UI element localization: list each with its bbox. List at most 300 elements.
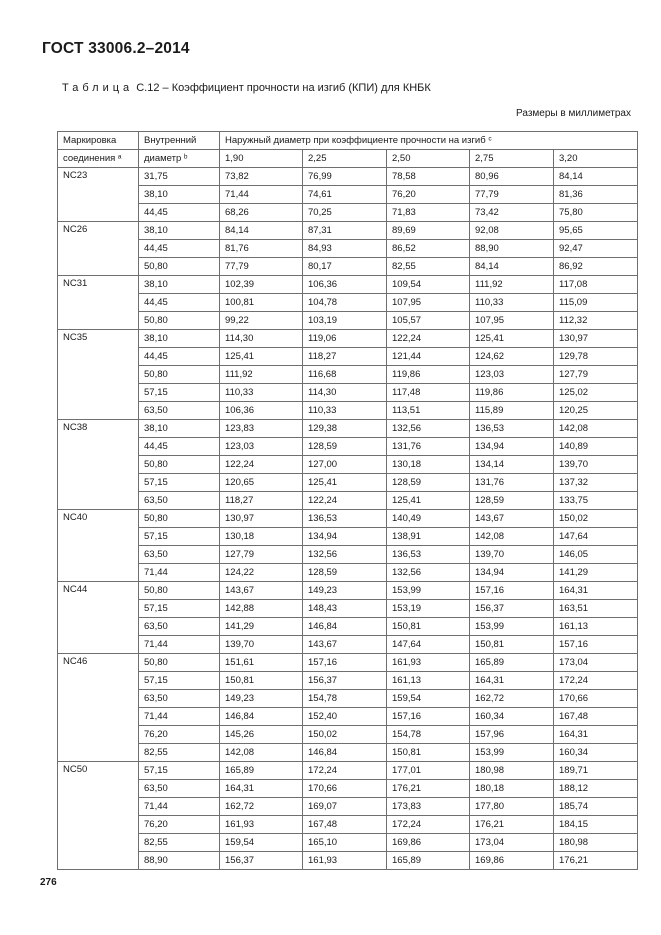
outer-diameter-cell: 115,09 — [554, 294, 638, 312]
outer-diameter-cell: 151,61 — [220, 654, 303, 672]
inner-diameter-cell: 44,45 — [139, 348, 220, 366]
outer-diameter-cell: 149,23 — [303, 582, 387, 600]
table-row — [58, 240, 638, 258]
outer-diameter-cell: 142,08 — [554, 420, 638, 438]
outer-diameter-cell: 169,07 — [303, 798, 387, 816]
outer-diameter-cell: 111,92 — [220, 366, 303, 384]
outer-diameter-cell: 157,16 — [387, 708, 470, 726]
units-note: Размеры в миллиметрах — [516, 108, 631, 119]
table-row — [58, 438, 638, 456]
outer-diameter-cell: 128,59 — [387, 474, 470, 492]
table-row — [58, 816, 638, 834]
page-number: 276 — [40, 877, 57, 888]
outer-diameter-cell: 78,58 — [387, 168, 470, 186]
outer-diameter-cell: 113,51 — [387, 402, 470, 420]
outer-diameter-cell: 159,54 — [220, 834, 303, 852]
inner-diameter-cell: 82,55 — [139, 744, 220, 762]
inner-diameter-cell: 50,80 — [139, 258, 220, 276]
connection-label: NC23 — [58, 168, 139, 222]
outer-diameter-cell: 164,31 — [220, 780, 303, 798]
outer-diameter-cell: 110,33 — [220, 384, 303, 402]
outer-diameter-cell: 154,78 — [303, 690, 387, 708]
outer-diameter-cell: 140,49 — [387, 510, 470, 528]
outer-diameter-cell: 132,56 — [387, 420, 470, 438]
outer-diameter-cell: 129,38 — [303, 420, 387, 438]
outer-diameter-cell: 177,80 — [470, 798, 554, 816]
outer-diameter-cell: 162,72 — [470, 690, 554, 708]
outer-diameter-cell: 150,81 — [387, 744, 470, 762]
table-row — [58, 852, 638, 870]
outer-diameter-cell: 125,41 — [303, 474, 387, 492]
table-row — [58, 834, 638, 852]
outer-diameter-cell: 86,92 — [554, 258, 638, 276]
outer-diameter-cell: 88,90 — [470, 240, 554, 258]
outer-diameter-cell: 114,30 — [303, 384, 387, 402]
inner-diameter-cell: 71,44 — [139, 798, 220, 816]
inner-diameter-cell: 50,80 — [139, 654, 220, 672]
outer-diameter-cell: 70,25 — [303, 204, 387, 222]
outer-diameter-cell: 80,96 — [470, 168, 554, 186]
table-row — [58, 330, 638, 348]
outer-diameter-cell: 147,64 — [554, 528, 638, 546]
outer-diameter-cell: 80,17 — [303, 258, 387, 276]
outer-diameter-cell: 77,79 — [470, 186, 554, 204]
outer-diameter-cell: 84,93 — [303, 240, 387, 258]
outer-diameter-cell: 118,27 — [220, 492, 303, 510]
outer-diameter-cell: 164,31 — [554, 726, 638, 744]
outer-diameter-cell: 131,76 — [470, 474, 554, 492]
table-row — [58, 726, 638, 744]
outer-diameter-cell: 124,22 — [220, 564, 303, 582]
header-bsr-value: 2,50 — [387, 150, 470, 168]
header-bsr-value: 3,20 — [554, 150, 638, 168]
outer-diameter-cell: 119,86 — [387, 366, 470, 384]
inner-diameter-cell: 38,10 — [139, 186, 220, 204]
outer-diameter-cell: 157,96 — [470, 726, 554, 744]
outer-diameter-cell: 84,14 — [220, 222, 303, 240]
outer-diameter-cell: 114,30 — [220, 330, 303, 348]
table-caption-label: Таблица — [62, 82, 134, 94]
outer-diameter-cell: 76,20 — [387, 186, 470, 204]
inner-diameter-cell: 44,45 — [139, 240, 220, 258]
table-row — [58, 546, 638, 564]
outer-diameter-cell: 177,01 — [387, 762, 470, 780]
table-row — [58, 204, 638, 222]
outer-diameter-cell: 157,16 — [470, 582, 554, 600]
outer-diameter-cell: 82,55 — [387, 258, 470, 276]
outer-diameter-cell: 111,92 — [470, 276, 554, 294]
outer-diameter-cell: 134,94 — [303, 528, 387, 546]
connection-label: NC35 — [58, 330, 139, 420]
table-caption — [62, 82, 431, 94]
table-row — [58, 690, 638, 708]
table-row — [58, 186, 638, 204]
outer-diameter-cell: 99,22 — [220, 312, 303, 330]
inner-diameter-cell: 63,50 — [139, 402, 220, 420]
table-row — [58, 492, 638, 510]
outer-diameter-cell: 143,67 — [220, 582, 303, 600]
outer-diameter-cell: 157,16 — [303, 654, 387, 672]
outer-diameter-cell: 188,12 — [554, 780, 638, 798]
outer-diameter-cell: 132,56 — [387, 564, 470, 582]
outer-diameter-cell: 119,86 — [470, 384, 554, 402]
outer-diameter-cell: 121,44 — [387, 348, 470, 366]
connection-label: NC38 — [58, 420, 139, 510]
outer-diameter-cell: 122,24 — [387, 330, 470, 348]
outer-diameter-cell: 128,59 — [303, 438, 387, 456]
outer-diameter-cell: 146,05 — [554, 546, 638, 564]
inner-diameter-cell: 63,50 — [139, 546, 220, 564]
outer-diameter-cell: 117,08 — [554, 276, 638, 294]
inner-diameter-cell: 76,20 — [139, 816, 220, 834]
table-row — [58, 258, 638, 276]
outer-diameter-cell: 130,18 — [387, 456, 470, 474]
table-row — [58, 600, 638, 618]
table-row — [58, 510, 638, 528]
table-row — [58, 798, 638, 816]
inner-diameter-cell: 57,15 — [139, 762, 220, 780]
inner-diameter-cell: 50,80 — [139, 456, 220, 474]
outer-diameter-cell: 106,36 — [220, 402, 303, 420]
outer-diameter-cell: 172,24 — [303, 762, 387, 780]
outer-diameter-cell: 104,78 — [303, 294, 387, 312]
connection-label: NC26 — [58, 222, 139, 276]
header-connection-line2: соединения ᵃ — [58, 150, 139, 168]
inner-diameter-cell: 71,44 — [139, 636, 220, 654]
outer-diameter-cell: 156,37 — [470, 600, 554, 618]
outer-diameter-cell: 118,27 — [303, 348, 387, 366]
table-row — [58, 384, 638, 402]
outer-diameter-cell: 160,34 — [470, 708, 554, 726]
inner-diameter-cell: 38,10 — [139, 420, 220, 438]
outer-diameter-cell: 84,14 — [554, 168, 638, 186]
outer-diameter-cell: 161,13 — [554, 618, 638, 636]
outer-diameter-cell: 116,68 — [303, 366, 387, 384]
outer-diameter-cell: 165,10 — [303, 834, 387, 852]
table-row — [58, 672, 638, 690]
inner-diameter-cell: 63,50 — [139, 618, 220, 636]
outer-diameter-cell: 124,62 — [470, 348, 554, 366]
outer-diameter-cell: 86,52 — [387, 240, 470, 258]
outer-diameter-cell: 167,48 — [303, 816, 387, 834]
table-row — [58, 348, 638, 366]
outer-diameter-cell: 153,19 — [387, 600, 470, 618]
outer-diameter-cell: 142,08 — [470, 528, 554, 546]
outer-diameter-cell: 161,93 — [303, 852, 387, 870]
header-bsr-value: 2,75 — [470, 150, 554, 168]
outer-diameter-cell: 102,39 — [220, 276, 303, 294]
outer-diameter-cell: 172,24 — [554, 672, 638, 690]
outer-diameter-cell: 170,66 — [554, 690, 638, 708]
outer-diameter-cell: 149,23 — [220, 690, 303, 708]
inner-diameter-cell: 44,45 — [139, 438, 220, 456]
outer-diameter-cell: 125,41 — [387, 492, 470, 510]
table-row — [58, 294, 638, 312]
inner-diameter-cell: 38,10 — [139, 276, 220, 294]
outer-diameter-cell: 156,37 — [303, 672, 387, 690]
table-row — [58, 618, 638, 636]
outer-diameter-cell: 120,65 — [220, 474, 303, 492]
outer-diameter-cell: 119,06 — [303, 330, 387, 348]
outer-diameter-cell: 76,99 — [303, 168, 387, 186]
outer-diameter-cell: 167,48 — [554, 708, 638, 726]
inner-diameter-cell: 31,75 — [139, 168, 220, 186]
outer-diameter-cell: 81,36 — [554, 186, 638, 204]
outer-diameter-cell: 133,75 — [554, 492, 638, 510]
outer-diameter-cell: 173,04 — [470, 834, 554, 852]
outer-diameter-cell: 150,81 — [470, 636, 554, 654]
outer-diameter-cell: 136,53 — [387, 546, 470, 564]
outer-diameter-cell: 184,15 — [554, 816, 638, 834]
outer-diameter-cell: 127,79 — [554, 366, 638, 384]
outer-diameter-cell: 150,81 — [387, 618, 470, 636]
inner-diameter-cell: 57,15 — [139, 600, 220, 618]
header-row-2 — [58, 150, 638, 168]
outer-diameter-cell: 123,03 — [220, 438, 303, 456]
inner-diameter-cell: 38,10 — [139, 222, 220, 240]
outer-diameter-cell: 73,82 — [220, 168, 303, 186]
table-row — [58, 582, 638, 600]
outer-diameter-cell: 77,79 — [220, 258, 303, 276]
table-row — [58, 744, 638, 762]
inner-diameter-cell: 50,80 — [139, 582, 220, 600]
outer-diameter-cell: 130,18 — [220, 528, 303, 546]
outer-diameter-cell: 143,67 — [303, 636, 387, 654]
outer-diameter-cell: 87,31 — [303, 222, 387, 240]
outer-diameter-cell: 180,98 — [554, 834, 638, 852]
outer-diameter-cell: 148,43 — [303, 600, 387, 618]
inner-diameter-cell: 82,55 — [139, 834, 220, 852]
outer-diameter-cell: 160,34 — [554, 744, 638, 762]
outer-diameter-cell: 145,26 — [220, 726, 303, 744]
outer-diameter-cell: 142,08 — [220, 744, 303, 762]
outer-diameter-cell: 141,29 — [554, 564, 638, 582]
outer-diameter-cell: 139,70 — [470, 546, 554, 564]
header-row-1 — [58, 132, 638, 150]
table-row — [58, 636, 638, 654]
outer-diameter-cell: 123,83 — [220, 420, 303, 438]
table-head — [58, 132, 638, 168]
outer-diameter-cell: 143,67 — [470, 510, 554, 528]
table-row — [58, 780, 638, 798]
outer-diameter-cell: 176,21 — [470, 816, 554, 834]
outer-diameter-cell: 147,64 — [387, 636, 470, 654]
outer-diameter-cell: 138,91 — [387, 528, 470, 546]
outer-diameter-cell: 112,32 — [554, 312, 638, 330]
outer-diameter-cell: 73,42 — [470, 204, 554, 222]
outer-diameter-cell: 100,81 — [220, 294, 303, 312]
outer-diameter-cell: 130,97 — [554, 330, 638, 348]
outer-diameter-cell: 159,54 — [387, 690, 470, 708]
outer-diameter-cell: 150,02 — [554, 510, 638, 528]
outer-diameter-cell: 173,04 — [554, 654, 638, 672]
outer-diameter-cell: 172,24 — [387, 816, 470, 834]
table-row — [58, 366, 638, 384]
outer-diameter-cell: 110,33 — [303, 402, 387, 420]
header-connection-line1: Маркировка — [58, 132, 139, 150]
connection-label: NC50 — [58, 762, 139, 870]
outer-diameter-cell: 127,00 — [303, 456, 387, 474]
outer-diameter-cell: 163,51 — [554, 600, 638, 618]
outer-diameter-cell: 146,84 — [303, 744, 387, 762]
outer-diameter-cell: 164,31 — [470, 672, 554, 690]
outer-diameter-cell: 71,44 — [220, 186, 303, 204]
table-row — [58, 564, 638, 582]
inner-diameter-cell: 44,45 — [139, 294, 220, 312]
inner-diameter-cell: 71,44 — [139, 564, 220, 582]
header-outer-diameter: Наружный диаметр при коэффициенте прочности на изгиб ᶜ — [220, 132, 638, 150]
outer-diameter-cell: 115,89 — [470, 402, 554, 420]
outer-diameter-cell: 161,93 — [220, 816, 303, 834]
outer-diameter-cell: 139,70 — [554, 456, 638, 474]
inner-diameter-cell: 57,15 — [139, 384, 220, 402]
outer-diameter-cell: 136,53 — [470, 420, 554, 438]
outer-diameter-cell: 132,56 — [303, 546, 387, 564]
outer-diameter-cell: 152,40 — [303, 708, 387, 726]
inner-diameter-cell: 63,50 — [139, 690, 220, 708]
table-row — [58, 708, 638, 726]
outer-diameter-cell: 74,61 — [303, 186, 387, 204]
outer-diameter-cell: 176,21 — [387, 780, 470, 798]
bsr-table — [57, 131, 638, 870]
connection-label: NC46 — [58, 654, 139, 762]
outer-diameter-cell: 173,83 — [387, 798, 470, 816]
inner-diameter-cell: 71,44 — [139, 708, 220, 726]
outer-diameter-cell: 105,57 — [387, 312, 470, 330]
table-row — [58, 168, 638, 186]
outer-diameter-cell: 146,84 — [220, 708, 303, 726]
outer-diameter-cell: 146,84 — [303, 618, 387, 636]
table-caption-number: С.12 — [136, 82, 160, 94]
table-row — [58, 402, 638, 420]
header-bsr-value: 1,90 — [220, 150, 303, 168]
outer-diameter-cell: 92,47 — [554, 240, 638, 258]
outer-diameter-cell: 165,89 — [387, 852, 470, 870]
table-row — [58, 528, 638, 546]
header-bsr-value: 2,25 — [303, 150, 387, 168]
outer-diameter-cell: 157,16 — [554, 636, 638, 654]
outer-diameter-cell: 106,36 — [303, 276, 387, 294]
outer-diameter-cell: 128,59 — [470, 492, 554, 510]
outer-diameter-cell: 169,86 — [387, 834, 470, 852]
inner-diameter-cell: 63,50 — [139, 492, 220, 510]
outer-diameter-cell: 180,98 — [470, 762, 554, 780]
outer-diameter-cell: 84,14 — [470, 258, 554, 276]
outer-diameter-cell: 129,78 — [554, 348, 638, 366]
outer-diameter-cell: 137,32 — [554, 474, 638, 492]
outer-diameter-cell: 107,95 — [470, 312, 554, 330]
connection-label: NC31 — [58, 276, 139, 330]
table-row — [58, 474, 638, 492]
outer-diameter-cell: 110,33 — [470, 294, 554, 312]
outer-diameter-cell: 109,54 — [387, 276, 470, 294]
outer-diameter-cell: 161,13 — [387, 672, 470, 690]
outer-diameter-cell: 71,83 — [387, 204, 470, 222]
header-inner-diameter-line1: Внутренний — [139, 132, 220, 150]
inner-diameter-cell: 50,80 — [139, 510, 220, 528]
table-row — [58, 456, 638, 474]
outer-diameter-cell: 125,02 — [554, 384, 638, 402]
outer-diameter-cell: 164,31 — [554, 582, 638, 600]
inner-diameter-cell: 76,20 — [139, 726, 220, 744]
outer-diameter-cell: 131,76 — [387, 438, 470, 456]
connection-label: NC44 — [58, 582, 139, 654]
outer-diameter-cell: 95,65 — [554, 222, 638, 240]
outer-diameter-cell: 150,81 — [220, 672, 303, 690]
outer-diameter-cell: 89,69 — [387, 222, 470, 240]
outer-diameter-cell: 122,24 — [220, 456, 303, 474]
outer-diameter-cell: 117,48 — [387, 384, 470, 402]
outer-diameter-cell: 103,19 — [303, 312, 387, 330]
header-inner-diameter-line2: диаметр ᵇ — [139, 150, 220, 168]
inner-diameter-cell: 57,15 — [139, 474, 220, 492]
outer-diameter-cell: 180,18 — [470, 780, 554, 798]
outer-diameter-cell: 75,80 — [554, 204, 638, 222]
outer-diameter-cell: 162,72 — [220, 798, 303, 816]
inner-diameter-cell: 38,10 — [139, 330, 220, 348]
outer-diameter-cell: 122,24 — [303, 492, 387, 510]
outer-diameter-cell: 176,21 — [554, 852, 638, 870]
inner-diameter-cell: 57,15 — [139, 528, 220, 546]
outer-diameter-cell: 120,25 — [554, 402, 638, 420]
table-row — [58, 420, 638, 438]
outer-diameter-cell: 136,53 — [303, 510, 387, 528]
outer-diameter-cell: 134,94 — [470, 438, 554, 456]
outer-diameter-cell: 141,29 — [220, 618, 303, 636]
outer-diameter-cell: 134,14 — [470, 456, 554, 474]
table-body — [58, 168, 638, 870]
outer-diameter-cell: 125,41 — [470, 330, 554, 348]
table-caption-title: – Коэффициент прочности на изгиб (КПИ) для КНБК — [162, 82, 431, 94]
outer-diameter-cell: 68,26 — [220, 204, 303, 222]
outer-diameter-cell: 150,02 — [303, 726, 387, 744]
table-row — [58, 222, 638, 240]
inner-diameter-cell: 88,90 — [139, 852, 220, 870]
outer-diameter-cell: 92,08 — [470, 222, 554, 240]
inner-diameter-cell: 44,45 — [139, 204, 220, 222]
outer-diameter-cell: 165,89 — [220, 762, 303, 780]
connection-label: NC40 — [58, 510, 139, 582]
outer-diameter-cell: 185,74 — [554, 798, 638, 816]
table-row — [58, 312, 638, 330]
table-row — [58, 276, 638, 294]
outer-diameter-cell: 81,76 — [220, 240, 303, 258]
inner-diameter-cell: 50,80 — [139, 366, 220, 384]
outer-diameter-cell: 130,97 — [220, 510, 303, 528]
table-row — [58, 762, 638, 780]
outer-diameter-cell: 128,59 — [303, 564, 387, 582]
table-row — [58, 654, 638, 672]
outer-diameter-cell: 165,89 — [470, 654, 554, 672]
outer-diameter-cell: 154,78 — [387, 726, 470, 744]
inner-diameter-cell: 50,80 — [139, 312, 220, 330]
outer-diameter-cell: 156,37 — [220, 852, 303, 870]
outer-diameter-cell: 153,99 — [470, 618, 554, 636]
inner-diameter-cell: 63,50 — [139, 780, 220, 798]
outer-diameter-cell: 170,66 — [303, 780, 387, 798]
outer-diameter-cell: 153,99 — [470, 744, 554, 762]
outer-diameter-cell: 125,41 — [220, 348, 303, 366]
outer-diameter-cell: 142,88 — [220, 600, 303, 618]
outer-diameter-cell: 127,79 — [220, 546, 303, 564]
outer-diameter-cell: 153,99 — [387, 582, 470, 600]
inner-diameter-cell: 57,15 — [139, 672, 220, 690]
outer-diameter-cell: 169,86 — [470, 852, 554, 870]
outer-diameter-cell: 107,95 — [387, 294, 470, 312]
outer-diameter-cell: 161,93 — [387, 654, 470, 672]
outer-diameter-cell: 140,89 — [554, 438, 638, 456]
outer-diameter-cell: 123,03 — [470, 366, 554, 384]
